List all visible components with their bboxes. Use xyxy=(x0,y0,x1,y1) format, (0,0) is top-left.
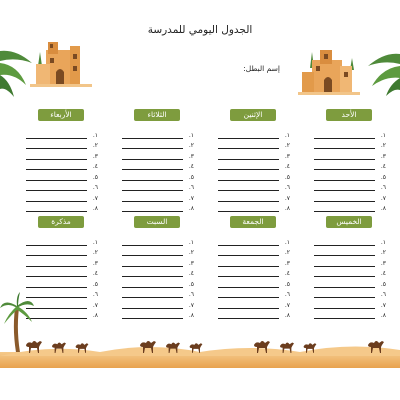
schedule-row[interactable] xyxy=(26,236,96,247)
schedule-row[interactable] xyxy=(218,171,288,182)
palm-tree-icon xyxy=(362,50,400,98)
schedule-row[interactable] xyxy=(26,257,96,268)
schedule-row[interactable] xyxy=(218,310,288,321)
schedule-row[interactable] xyxy=(122,236,192,247)
day-header: الإثنين xyxy=(230,109,276,121)
day-header: مذكرة xyxy=(38,216,84,228)
row-number: ٢. xyxy=(380,249,386,256)
schedule-row[interactable] xyxy=(122,150,192,161)
schedule-row[interactable] xyxy=(314,257,384,268)
camel-icon xyxy=(24,337,44,353)
day-header: الجمعة xyxy=(230,216,276,228)
schedule-row[interactable] xyxy=(122,129,192,140)
schedule-row[interactable] xyxy=(26,161,96,172)
row-number: ٤. xyxy=(188,163,194,170)
schedule-row[interactable] xyxy=(314,161,384,172)
row-number: ٢. xyxy=(380,142,386,149)
row-number: ٣. xyxy=(380,259,386,267)
row-number: ٦. xyxy=(284,184,290,191)
schedule-row[interactable] xyxy=(26,129,96,140)
row-number: ١. xyxy=(284,238,290,246)
row-number: ٤. xyxy=(92,163,98,170)
schedule-row[interactable] xyxy=(218,268,288,279)
row-number: ٥. xyxy=(92,280,98,288)
row-number: ٧. xyxy=(188,301,194,309)
row-number: ٤. xyxy=(92,270,98,277)
schedule-row[interactable] xyxy=(26,192,96,203)
row-number: ٥. xyxy=(188,173,194,181)
day-column-notes xyxy=(26,216,96,320)
schedule-row[interactable] xyxy=(314,289,384,300)
schedule-row[interactable] xyxy=(314,129,384,140)
row-number: ٦. xyxy=(92,291,98,298)
row-number: ٥. xyxy=(380,173,386,181)
row-number: ١. xyxy=(92,131,98,139)
schedule-row[interactable] xyxy=(218,150,288,161)
schedule-row[interactable] xyxy=(314,299,384,310)
row-number: ٥. xyxy=(284,173,290,181)
schedule-row[interactable] xyxy=(314,310,384,321)
row-number: ٦. xyxy=(380,184,386,191)
camel-icon xyxy=(138,337,158,353)
row-number: ١. xyxy=(380,131,386,139)
schedule-row[interactable] xyxy=(122,257,192,268)
row-number: ٢. xyxy=(188,249,194,256)
camel-icon xyxy=(366,337,386,353)
schedule-row[interactable] xyxy=(26,268,96,279)
schedule-row[interactable] xyxy=(122,140,192,151)
schedule-row[interactable] xyxy=(314,182,384,193)
day-column-friday xyxy=(218,216,288,320)
schedule-row[interactable] xyxy=(218,192,288,203)
day-column-sunday xyxy=(314,109,384,213)
schedule-row[interactable] xyxy=(122,171,192,182)
camel-icon xyxy=(302,340,318,353)
schedule-row[interactable] xyxy=(314,268,384,279)
row-number: ٨. xyxy=(92,205,98,212)
row-number: ٨. xyxy=(380,205,386,212)
schedule-row[interactable] xyxy=(218,161,288,172)
day-column-wednesday xyxy=(26,109,96,213)
schedule-row[interactable] xyxy=(122,247,192,258)
row-number: ٤. xyxy=(284,163,290,170)
schedule-row[interactable] xyxy=(314,171,384,182)
row-number: ٢. xyxy=(284,142,290,149)
row-number: ٦. xyxy=(188,291,194,298)
schedule-row[interactable] xyxy=(122,203,192,214)
schedule-row[interactable] xyxy=(122,299,192,310)
schedule-row[interactable] xyxy=(26,247,96,258)
schedule-row[interactable] xyxy=(314,140,384,151)
row-number: ٦. xyxy=(188,184,194,191)
row-number: ٧. xyxy=(284,194,290,202)
row-number: ٤. xyxy=(380,163,386,170)
row-number: ٢. xyxy=(188,142,194,149)
desert-house-icon xyxy=(30,38,92,88)
row-number: ٧. xyxy=(380,194,386,202)
schedule-row[interactable] xyxy=(218,182,288,193)
row-number: ١. xyxy=(284,131,290,139)
schedule-row[interactable] xyxy=(218,257,288,268)
schedule-row[interactable] xyxy=(26,171,96,182)
schedule-row[interactable] xyxy=(26,278,96,289)
schedule-row[interactable] xyxy=(218,299,288,310)
schedule-row[interactable] xyxy=(26,289,96,300)
hero-name-label: إسم البطل: xyxy=(243,64,280,73)
desert-house-icon xyxy=(298,44,360,96)
row-number: ٨. xyxy=(380,312,386,319)
day-header: الخميس xyxy=(326,216,372,228)
schedule-row[interactable] xyxy=(218,278,288,289)
row-number: ٥. xyxy=(380,280,386,288)
row-number: ٣. xyxy=(92,152,98,160)
row-number: ١. xyxy=(92,238,98,246)
day-header: الأربعاء xyxy=(38,109,84,121)
row-number: ٣. xyxy=(380,152,386,160)
row-number: ٧. xyxy=(284,301,290,309)
schedule-row[interactable] xyxy=(218,129,288,140)
day-header: الثلاثاء xyxy=(134,109,180,121)
row-number: ٤. xyxy=(188,270,194,277)
day-column-tuesday xyxy=(122,109,192,213)
schedule-row[interactable] xyxy=(26,299,96,310)
schedule-row[interactable] xyxy=(218,247,288,258)
schedule-row[interactable] xyxy=(122,278,192,289)
schedule-row[interactable] xyxy=(314,278,384,289)
schedule-row[interactable] xyxy=(314,192,384,203)
schedule-row[interactable] xyxy=(26,182,96,193)
day-column-monday xyxy=(218,109,288,213)
day-header: السبت xyxy=(134,216,180,228)
schedule-row[interactable] xyxy=(314,236,384,247)
row-number: ٧. xyxy=(380,301,386,309)
camel-icon xyxy=(278,339,296,353)
row-number: ١. xyxy=(188,131,194,139)
row-number: ٨. xyxy=(284,312,290,319)
row-number: ٣. xyxy=(284,259,290,267)
schedule-row[interactable] xyxy=(122,289,192,300)
day-header: الأحد xyxy=(326,109,372,121)
schedule-row[interactable] xyxy=(26,150,96,161)
row-number: ٢. xyxy=(284,249,290,256)
schedule-row[interactable] xyxy=(218,140,288,151)
schedule-row[interactable] xyxy=(314,247,384,258)
row-number: ٣. xyxy=(92,259,98,267)
day-column-saturday xyxy=(122,216,192,320)
schedule-row[interactable] xyxy=(122,310,192,321)
row-number: ١. xyxy=(380,238,386,246)
row-number: ٥. xyxy=(92,173,98,181)
row-number: ٨. xyxy=(188,312,194,319)
schedule-row[interactable] xyxy=(218,289,288,300)
camel-icon xyxy=(188,340,204,353)
row-number: ٧. xyxy=(92,194,98,202)
row-number: ١. xyxy=(188,238,194,246)
schedule-row[interactable] xyxy=(122,268,192,279)
schedule-row[interactable] xyxy=(218,236,288,247)
schedule-row[interactable] xyxy=(122,182,192,193)
row-number: ٨. xyxy=(188,205,194,212)
row-number: ٨. xyxy=(284,205,290,212)
schedule-row[interactable] xyxy=(26,203,96,214)
camel-icon xyxy=(74,340,90,353)
day-column-thursday xyxy=(314,216,384,320)
row-number: ٤. xyxy=(284,270,290,277)
camel-icon xyxy=(164,339,182,353)
row-number: ٢. xyxy=(92,142,98,149)
row-number: ٣. xyxy=(188,259,194,267)
schedule-row[interactable] xyxy=(314,150,384,161)
row-number: ٧. xyxy=(188,194,194,202)
camel-icon xyxy=(252,337,272,353)
row-number: ٧. xyxy=(92,301,98,309)
camel-icon xyxy=(50,339,68,353)
row-number: ٥. xyxy=(188,280,194,288)
row-number: ٣. xyxy=(188,152,194,160)
schedule-row[interactable] xyxy=(122,161,192,172)
page-title: الجدول اليومي للمدرسة xyxy=(147,24,253,36)
row-number: ٣. xyxy=(284,152,290,160)
row-number: ٥. xyxy=(284,280,290,288)
schedule-row[interactable] xyxy=(218,203,288,214)
schedule-row[interactable] xyxy=(122,192,192,203)
row-number: ٦. xyxy=(380,291,386,298)
row-number: ٨. xyxy=(92,312,98,319)
row-number: ٦. xyxy=(284,291,290,298)
schedule-row[interactable] xyxy=(26,140,96,151)
schedule-row[interactable] xyxy=(314,203,384,214)
row-number: ٤. xyxy=(380,270,386,277)
row-number: ٦. xyxy=(92,184,98,191)
row-number: ٢. xyxy=(92,249,98,256)
schedule-row[interactable] xyxy=(26,310,96,321)
